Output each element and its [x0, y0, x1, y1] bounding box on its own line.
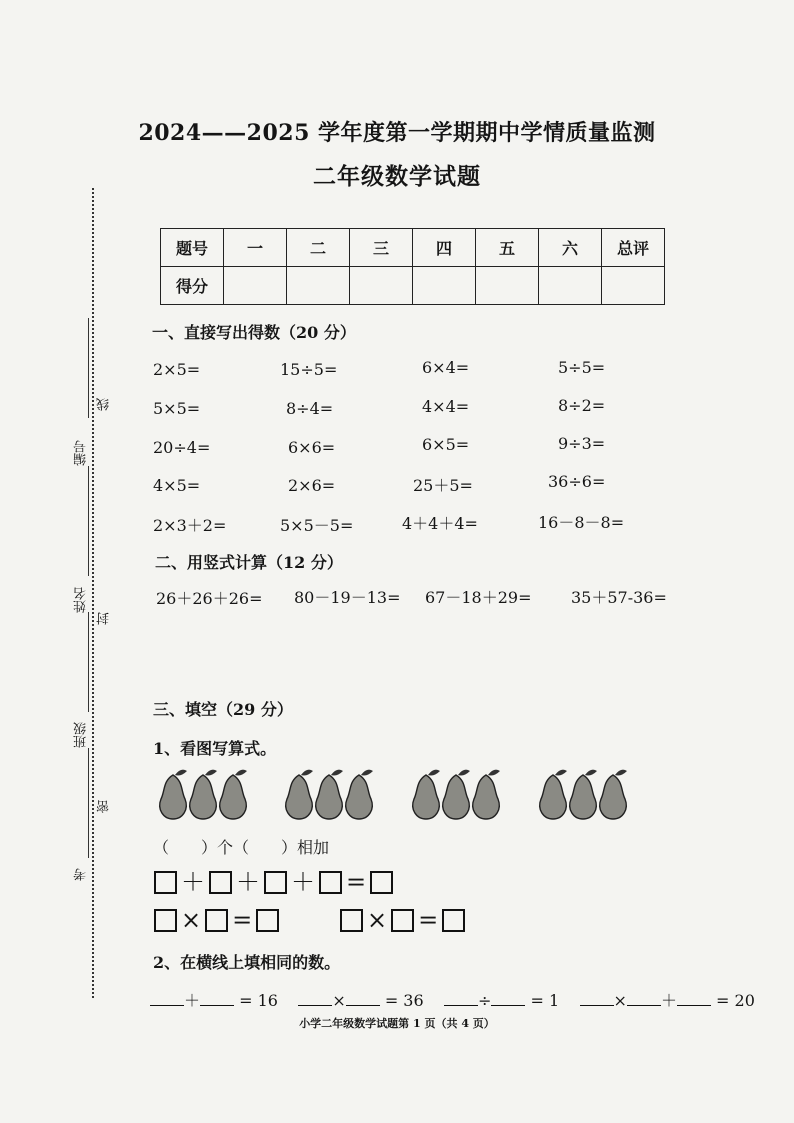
score-row-label: 得分 — [161, 267, 224, 305]
fill-blank[interactable] — [491, 991, 525, 1006]
answer-box[interactable] — [340, 909, 363, 932]
score-input-cell[interactable] — [287, 267, 350, 305]
plus-sign: ＋ — [236, 868, 260, 896]
binding-dotted-line — [92, 188, 94, 998]
vertical-calc-problem: 80－19－13= — [294, 588, 401, 607]
problem: 16－8－8= — [538, 513, 625, 532]
plus-sign: ＋ — [181, 868, 205, 896]
pear-caption: （ ）个（ ）相加 — [153, 838, 330, 857]
answer-box[interactable] — [442, 909, 465, 932]
answer-box[interactable] — [264, 871, 287, 894]
problem: 20÷4= — [153, 438, 211, 457]
answer-box[interactable] — [370, 871, 393, 894]
problem: 8÷2= — [558, 396, 606, 415]
fill-blank[interactable] — [150, 991, 184, 1006]
section3-q1-label: 1、看图写算式。 — [153, 739, 277, 758]
fill-same-number-row — [150, 988, 755, 1011]
pear-group-icon — [281, 767, 389, 821]
pear-group-icon — [408, 767, 516, 821]
score-header-cell: 总评 — [602, 229, 665, 267]
vertical-calc-problem: 35＋57-36= — [571, 588, 667, 607]
result: = 36 — [384, 991, 424, 1010]
problem: 25＋5= — [413, 476, 473, 495]
answer-box[interactable] — [205, 909, 228, 932]
fill-blank[interactable] — [677, 991, 711, 1006]
operator: × — [332, 991, 346, 1010]
problem: 5×5－5= — [280, 516, 354, 535]
problem: 2×3＋2= — [153, 516, 227, 535]
result: = 20 — [716, 991, 755, 1010]
equals-sign: = — [232, 906, 253, 934]
binding-label-xingming: 姓名 — [74, 587, 89, 613]
score-input-cell[interactable] — [539, 267, 602, 305]
binding-mark-feng: 封 — [97, 612, 112, 625]
problem: 5÷5= — [558, 358, 606, 377]
problem: 6×6= — [288, 438, 336, 457]
problem: 36÷6= — [548, 472, 606, 491]
problem: 8÷4= — [286, 399, 334, 418]
score-input-cell[interactable] — [350, 267, 413, 305]
score-input-cell[interactable] — [224, 267, 287, 305]
problem: 6×5= — [422, 435, 470, 454]
equals-sign: = — [346, 868, 367, 896]
exam-title: 2024——2025 学年度第一学期期中学情质量监测 — [138, 120, 656, 146]
score-header-cell: 二 — [287, 229, 350, 267]
problem: 9÷3= — [558, 434, 606, 453]
fill-blank[interactable] — [346, 991, 380, 1006]
answer-box[interactable] — [256, 909, 279, 932]
exam-subtitle: 二年级数学试题 — [313, 163, 481, 190]
binding-label-banji: 班级 — [74, 722, 89, 748]
problem: 4＋4＋4= — [402, 514, 478, 533]
score-header-cell: 题号 — [161, 229, 224, 267]
operator: ÷ — [478, 991, 492, 1010]
binding-label-kao: 考 — [74, 868, 89, 881]
multiplication-box-equation — [152, 908, 281, 932]
fill-blank[interactable] — [444, 991, 478, 1006]
problem: 6×4= — [422, 358, 470, 377]
operator: ＋ — [184, 991, 201, 1010]
binding-blank-line — [88, 466, 89, 576]
section3-q2-label: 2、在横线上填相同的数。 — [153, 953, 341, 972]
pear-group-icon — [535, 767, 643, 821]
section2-heading: 二、用竖式计算（12 分） — [155, 553, 343, 572]
problem: 4×4= — [422, 397, 470, 416]
times-sign: × — [367, 906, 388, 934]
score-header-cell: 四 — [413, 229, 476, 267]
pear-group-icon — [155, 767, 263, 821]
answer-box[interactable] — [209, 871, 232, 894]
result: = 1 — [530, 991, 560, 1010]
binding-mark-mi: 密 — [97, 800, 112, 813]
score-header-cell: 六 — [539, 229, 602, 267]
score-input-cell[interactable] — [476, 267, 539, 305]
answer-box[interactable] — [391, 909, 414, 932]
multiplication-box-equation — [338, 908, 467, 932]
score-input-cell[interactable] — [413, 267, 476, 305]
score-table-header-row — [161, 229, 665, 267]
binding-blank-line — [88, 612, 89, 712]
score-header-cell: 五 — [476, 229, 539, 267]
equals-sign: = — [418, 906, 439, 934]
problem: 2×6= — [288, 476, 336, 495]
section3-heading: 三、填空（29 分） — [153, 700, 293, 719]
fill-blank[interactable] — [580, 991, 614, 1006]
vertical-calc-problem: 26＋26＋26= — [156, 589, 263, 608]
result: = 16 — [239, 991, 278, 1010]
score-input-cell[interactable] — [602, 267, 665, 305]
answer-box[interactable] — [154, 909, 177, 932]
score-header-cell: 三 — [350, 229, 413, 267]
binding-label-bianhao: 编号 — [74, 440, 89, 466]
addition-box-equation — [152, 870, 395, 894]
score-header-cell: 一 — [224, 229, 287, 267]
problem: 5×5= — [153, 399, 201, 418]
operator: × — [613, 991, 627, 1010]
plus-sign: ＋ — [291, 868, 315, 896]
problem: 15÷5= — [280, 360, 338, 379]
problem: 4×5= — [153, 476, 201, 495]
page-footer: 小学二年级数学试题第 1 页（共 4 页） — [299, 1017, 495, 1030]
operator: ＋ — [660, 991, 677, 1010]
fill-blank[interactable] — [298, 991, 332, 1006]
section1-heading: 一、直接写出得数（20 分） — [152, 323, 356, 342]
binding-mark-xian: 线 — [97, 398, 112, 411]
answer-box[interactable] — [154, 871, 177, 894]
vertical-calc-problem: 67－18＋29= — [425, 588, 532, 607]
times-sign: × — [181, 906, 202, 934]
binding-blank-line — [88, 318, 89, 418]
binding-blank-line — [88, 748, 89, 858]
fill-blank[interactable] — [627, 991, 661, 1006]
answer-box[interactable] — [319, 871, 342, 894]
score-table — [160, 228, 665, 305]
problem: 2×5= — [153, 360, 201, 379]
score-table-score-row — [161, 267, 665, 305]
fill-blank[interactable] — [200, 991, 234, 1006]
